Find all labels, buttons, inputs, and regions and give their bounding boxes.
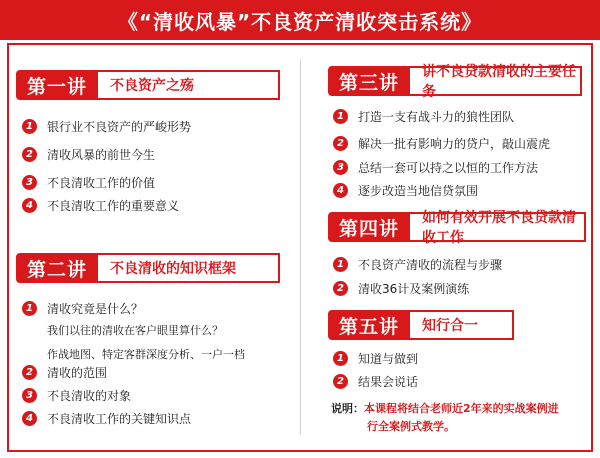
list-item [333,278,469,298]
section-1-header [16,70,280,100]
item-text: 清收的范围 [47,365,108,380]
section-2-label: 第二讲 [16,253,98,283]
list-item [22,385,131,405]
item-text: 不良清收工作的重要意义 [47,198,180,213]
list-item [22,362,107,382]
note-line-2: 行全案例式教学。 [367,420,455,433]
item-text: 银行业不良资产的严峻形势 [47,119,192,134]
list-item [333,157,538,177]
section-3-header [328,64,582,100]
item-text: 知道与做到 [358,351,419,366]
list-item [333,180,478,200]
section-5-label: 第五讲 [328,310,410,340]
item-text: 清收风暴的前世今生 [47,147,156,162]
number-badge: 4 [22,411,37,426]
item-text: 逐步改造当地信贷氛围 [358,183,479,198]
number-badge: 2 [333,136,348,151]
item-text: 清收36计及案例演练 [358,281,470,296]
number-badge: 4 [22,198,37,213]
column-divider [300,60,301,435]
item-text: 不良清收工作的关键知识点 [47,411,192,426]
section-4-header [328,210,586,246]
section-1-subtitle: 不良资产之殇 [98,70,280,100]
list-item [22,195,179,215]
number-badge: 2 [333,374,348,389]
sub-line: 作战地图、特定客群深度分析、一户一档 [47,348,245,361]
item-text: 解决一批有影响力的贷户，敲山震虎 [358,136,551,151]
list-item [22,144,155,164]
number-badge: 2 [22,365,37,380]
page-title: 《“清收风暴”不良资产清收突击系统》 [0,0,600,40]
list-item [333,371,418,391]
number-badge: 1 [333,257,348,272]
number-badge: 2 [22,147,37,162]
section-3-label: 第三讲 [328,66,410,96]
note-line-1: 本课程将结合老师近2年来的实战案例进 [364,402,559,415]
item-text: 不良清收工作的价值 [47,175,156,190]
section-5-subtitle: 知行合一 [410,310,514,340]
number-badge: 3 [22,175,37,190]
section-4-label: 第四讲 [328,212,410,242]
number-badge: 3 [22,388,37,403]
number-badge: 1 [333,351,348,366]
number-badge: 4 [333,183,348,198]
section-3-subtitle: 讲不良贷款清收的主要任务 [410,66,582,96]
list-item [22,298,143,318]
section-2-header [16,253,280,283]
course-note [331,400,559,436]
number-badge: 2 [333,281,348,296]
item-text: 不良清收的对象 [47,388,132,403]
number-badge: 3 [333,160,348,175]
item-text: 总结一套可以持之以恒的工作方法 [358,160,539,175]
section-2-subtitle: 不良清收的知识框架 [98,253,280,283]
section-5-header [328,310,514,340]
section-4-subtitle: 如何有效开展不良贷款清收工作 [410,212,586,242]
list-item [22,116,191,136]
number-badge: 1 [22,301,37,316]
note-key: 说明： [331,402,364,415]
list-item [22,172,155,192]
sub-line: 我们以往的清收在客户眼里算什么？ [47,324,223,337]
section-1-label: 第一讲 [16,70,98,100]
list-item [333,106,514,126]
number-badge: 1 [333,109,348,124]
list-item [22,408,191,428]
number-badge: 1 [22,119,37,134]
item-text: 打造一支有战斗力的狼性团队 [358,109,515,124]
list-item [333,133,550,153]
item-text: 清收究竟是什么？ [47,301,144,316]
item-text: 不良资产清收的流程与步骤 [358,257,503,272]
list-item [333,254,502,274]
item-text: 结果会说话 [358,374,419,389]
list-item [333,348,418,368]
